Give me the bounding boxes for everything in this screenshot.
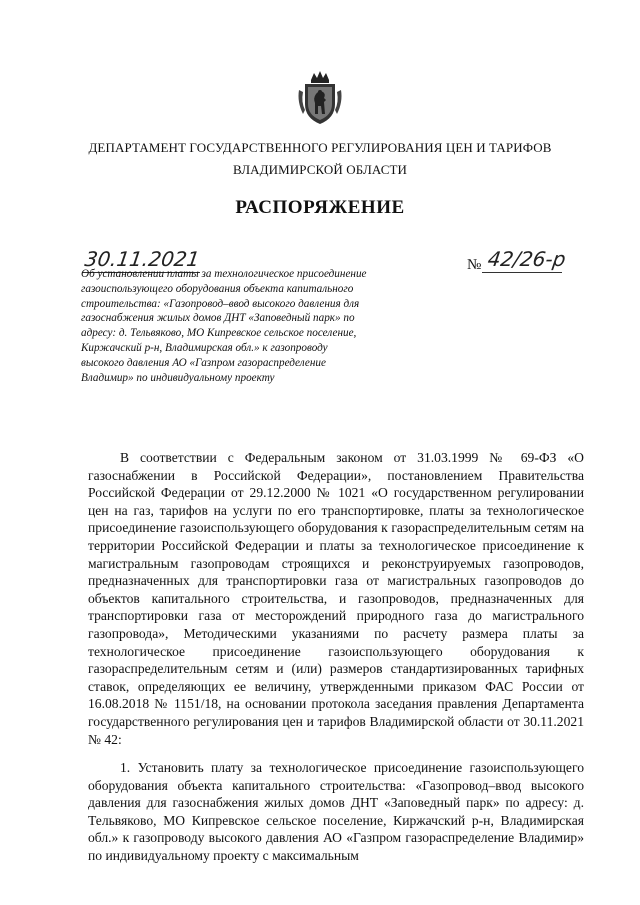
number-underline (482, 272, 562, 273)
document-number-label: № (467, 257, 482, 273)
document-body (88, 449, 584, 865)
document-date: 30.11.2021 (83, 247, 202, 271)
document-number: 42/26-р (486, 247, 568, 271)
body-item-1: 1. Установить плату за технологическое присоединение газоиспользующего оборудования объекта капитального строительства: «Газопровод–ввод высокого давления для газоснабжения жилых домов ДНТ «Заповедный парк» по адресу: д. Тельвяково, МО Кипревское сельское поселение, Киржачский р-н, Владимирская обл.» к газопроводу высокого давления АО «Газпром газораспределение Владимир» по индивидуальному проекту с максимальным (88, 760, 584, 864)
coat-of-arms-icon (297, 70, 343, 126)
body-preamble: В соответствии с Федеральным законом от 31.03.1999 № 69-ФЗ «О газоснабжении в Российской Федерации», постановлением Правительства Российской Федерации от 29.12.2000 № 1021 «О государственном регулировании цен на газ, тарифов на услуги по его транспортировке, платы за технологическое присоединение газоиспользующего оборудования к газораспределительным сетям на территории Российской Федерации и платы за технологическое присоединение к магистральным газопроводам строящихся и реконструируемых газопроводов, предназначенных для транспортировки газа от магистральных газопроводов до объектов капитального строительства, и газопроводов, предназначенных для транспортировки газа от месторождений природного газа до магистрального газопровода», Методическими указаниями по расчету размера платы за технологическое присоединение газоиспользующего оборудования к газораспределительным сетям и (или) размеров стандартизированных тарифных ставок, определяющих ее величину, утвержденными приказом ФАС России от 16.08.2018 № 1151/18, на основании протокола заседания правления Департамента государственного регулирования цен и тарифов Владимирской области от 30.11.2021 № 42: (88, 450, 584, 747)
department-name-line1: ДЕПАРТАМЕНТ ГОСУДАРСТВЕННОГО РЕГУЛИРОВАНИЯ ЦЕН И ТАРИФОВ (88, 140, 552, 155)
department-name-line2: ВЛАДИМИРСКОЙ ОБЛАСТИ (232, 162, 408, 177)
document-type-title: РАСПОРЯЖЕНИЕ (235, 197, 405, 218)
document-subject: Об установлении платы за технологическое присоединение газоиспользующего оборудования объекта капитального строительства: «Газопровод–ввод высокого давления для газоснабжения жилых домов ДНТ «Заповедный парк» по адресу: д. Тельвяково, МО Кипревское сельское поселение, Киржачский р-н, Владимирская обл.» к газопроводу высокого давления АО «Газпром газораспределение Владимир» по индивидуальному проекту (81, 268, 367, 384)
